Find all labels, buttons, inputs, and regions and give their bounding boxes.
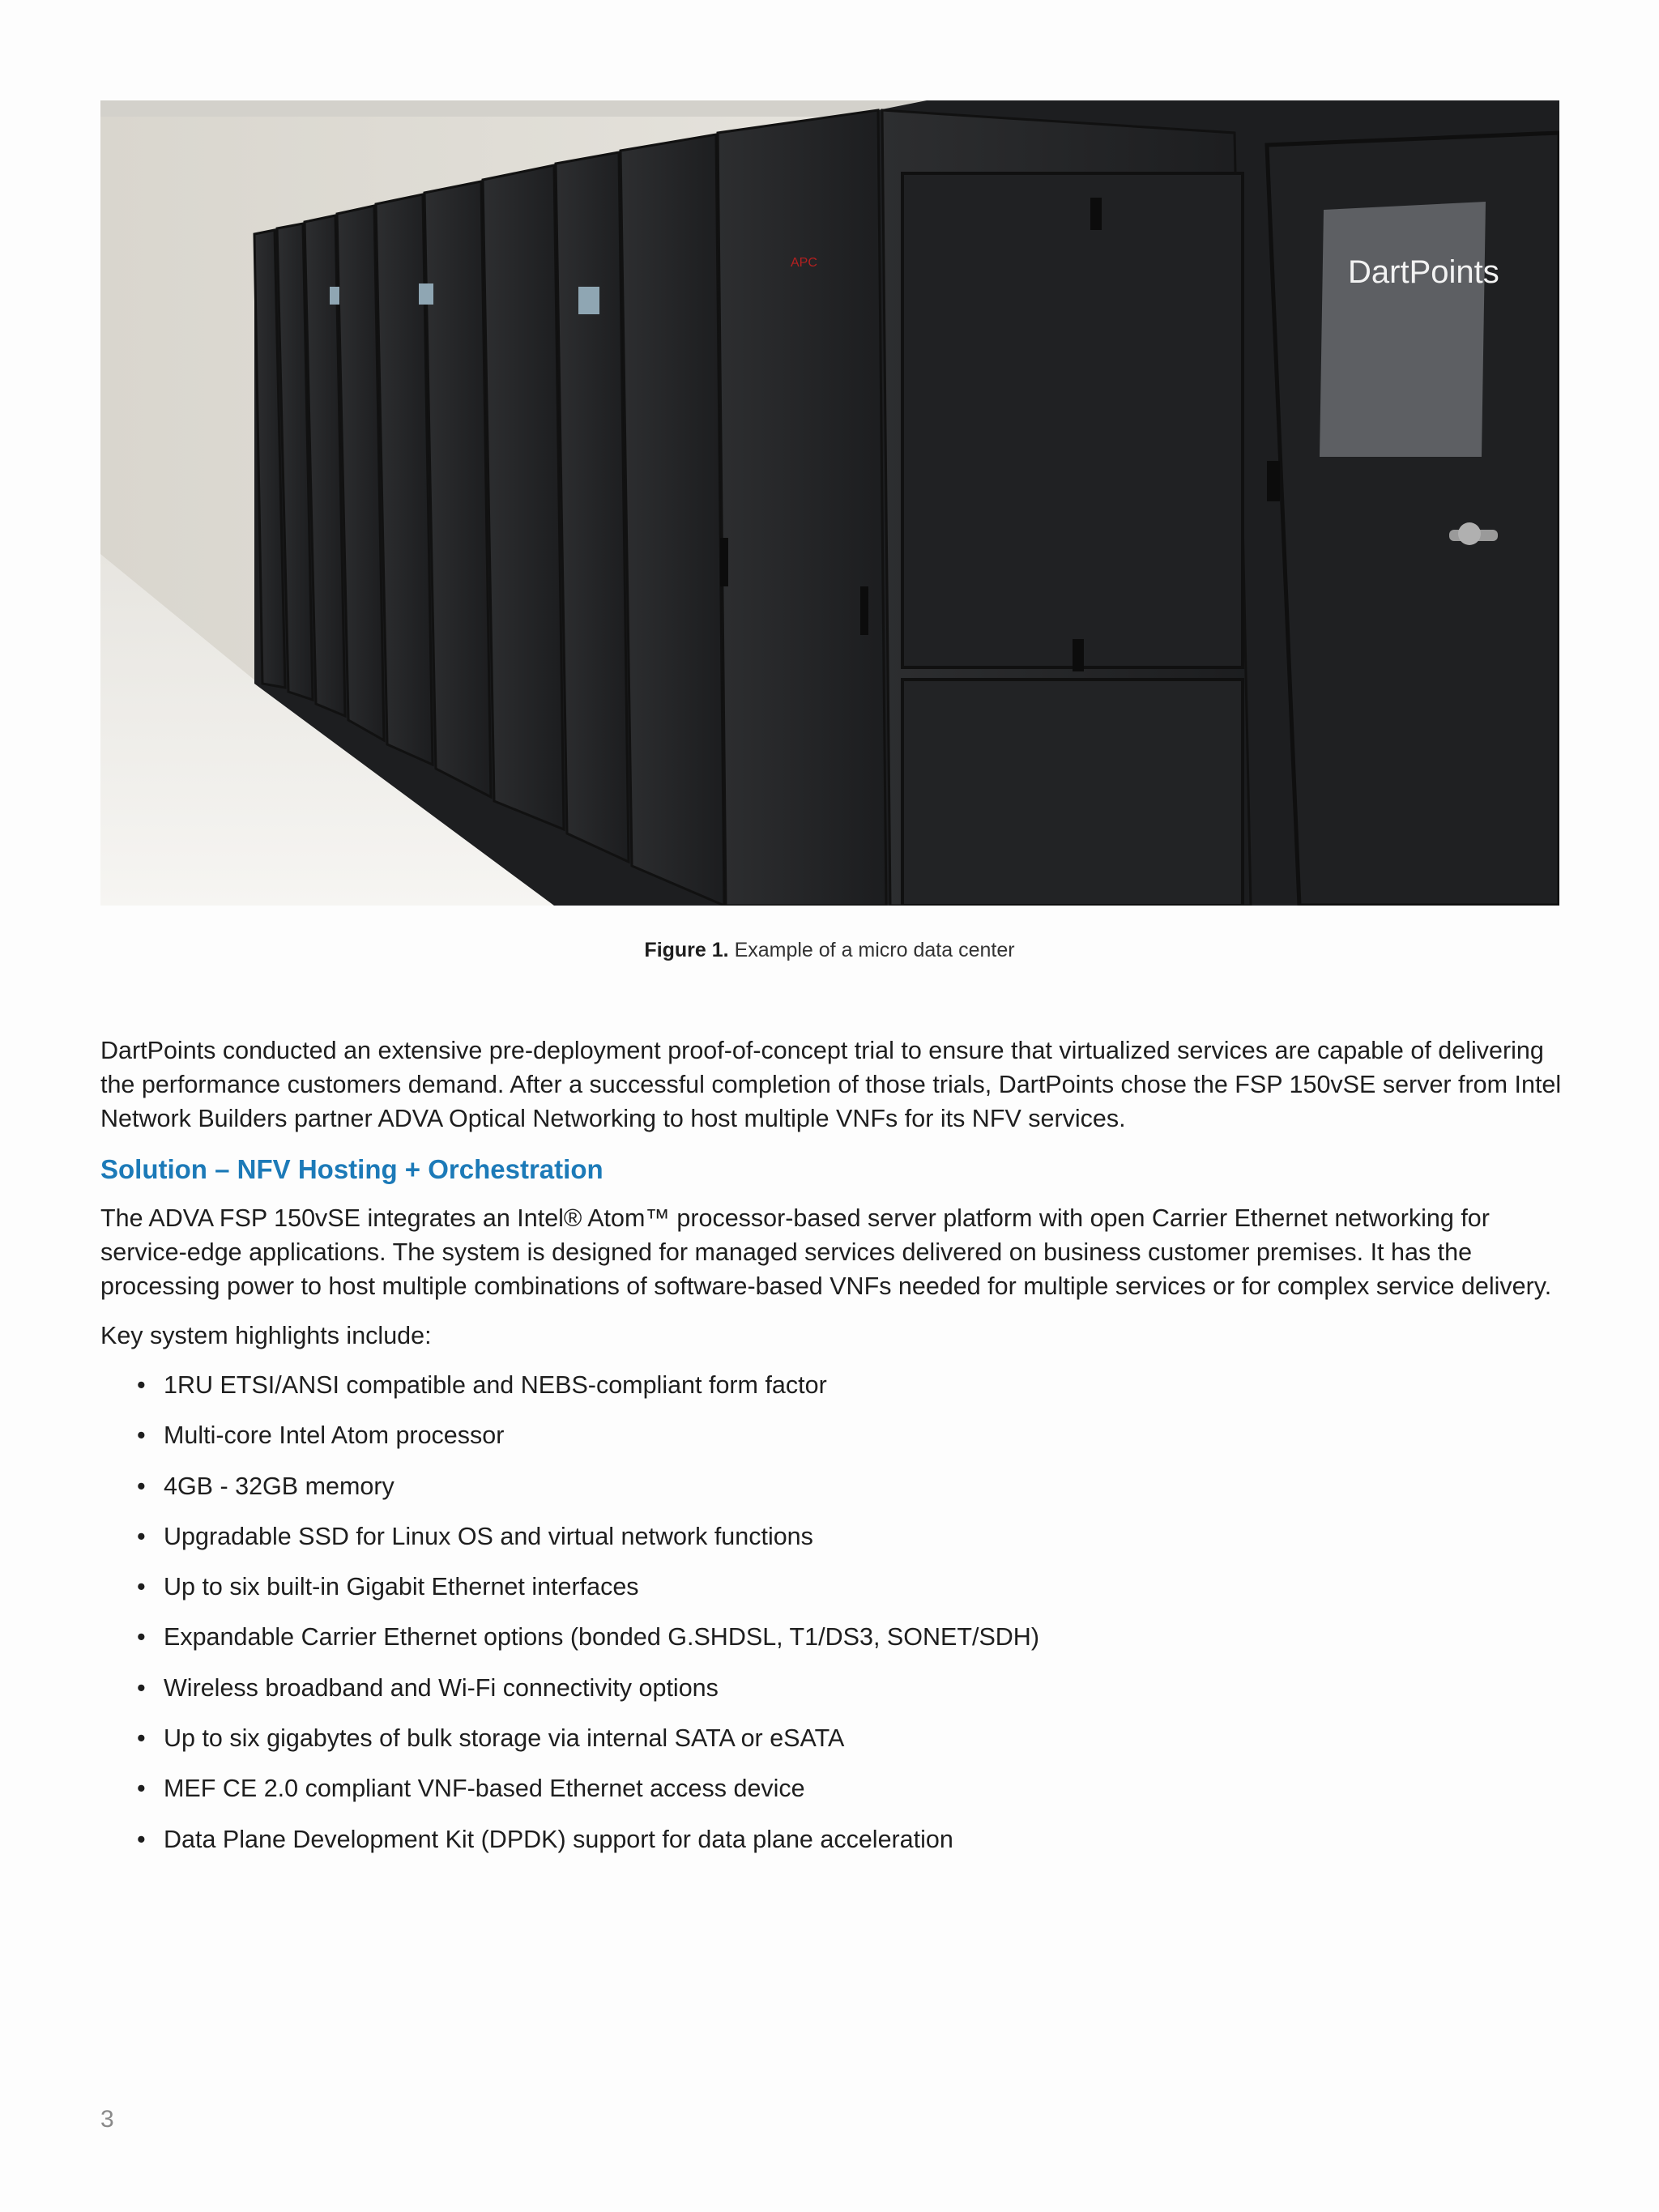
page-number: 3 — [100, 2106, 114, 2133]
rack-brand-text: APC — [791, 256, 817, 270]
list-item: • Upgradable SSD for Linux OS and virtual network functions — [100, 1519, 1567, 1570]
list-item: • Multi-core Intel Atom processor — [100, 1418, 1567, 1468]
list-item: • Up to six built-in Gigabit Ethernet interfaces — [100, 1570, 1567, 1620]
figure-caption — [0, 939, 1659, 962]
list-item: • 1RU ETSI/ANSI compatible and NEBS-compliant form factor — [100, 1368, 1567, 1418]
section-heading: Solution – NFV Hosting + Orchestration — [100, 1154, 603, 1184]
figure-caption-label: Figure 1. — [644, 939, 729, 961]
list-item: • 4GB - 32GB memory — [100, 1469, 1567, 1519]
list-item: • Wireless broadband and Wi-Fi connectivity options — [100, 1671, 1567, 1721]
micro-data-center-photo — [100, 100, 1559, 906]
figure-caption-text: Example of a micro data center — [734, 939, 1015, 961]
list-item: • MEF CE 2.0 compliant VNF-based Ethernet access device — [100, 1771, 1567, 1822]
highlights-list — [100, 1368, 1567, 1873]
highlights-intro: Key system highlights include: — [100, 1322, 432, 1349]
list-item: • Data Plane Development Kit (DPDK) support for data plane acceleration — [100, 1822, 1567, 1873]
list-item: • Up to six gigabytes of bulk storage via internal SATA or eSATA — [100, 1721, 1567, 1771]
section-paragraph: The ADVA FSP 150vSE integrates an Intel® Atom™ processor-based server platform with open Carrier Ethernet networking for service-edge applications. The system is designed for managed services delivered on business customer premises. It has the processing power to host multiple combinations of software-based VNFs needed for multiple services or for complex service delivery. — [100, 1204, 1552, 1300]
page-content — [100, 1034, 1567, 1873]
intro-paragraph: DartPoints conducted an extensive pre-deployment proof-of-concept trial to ensure that virtualized services are capable of delivering the performance customers demand. After a successful completion of those trials, DartPoints chose the FSP 150vSE server from Intel Network Builders partner ADVA Optical Networking to host multiple VNFs for its NFV services. — [100, 1037, 1562, 1132]
door-sign-text: DartPoints — [1348, 254, 1499, 290]
list-item: • Expandable Carrier Ethernet options (bonded G.SHDSL, T1/DS3, SONET/SDH) — [100, 1620, 1567, 1670]
